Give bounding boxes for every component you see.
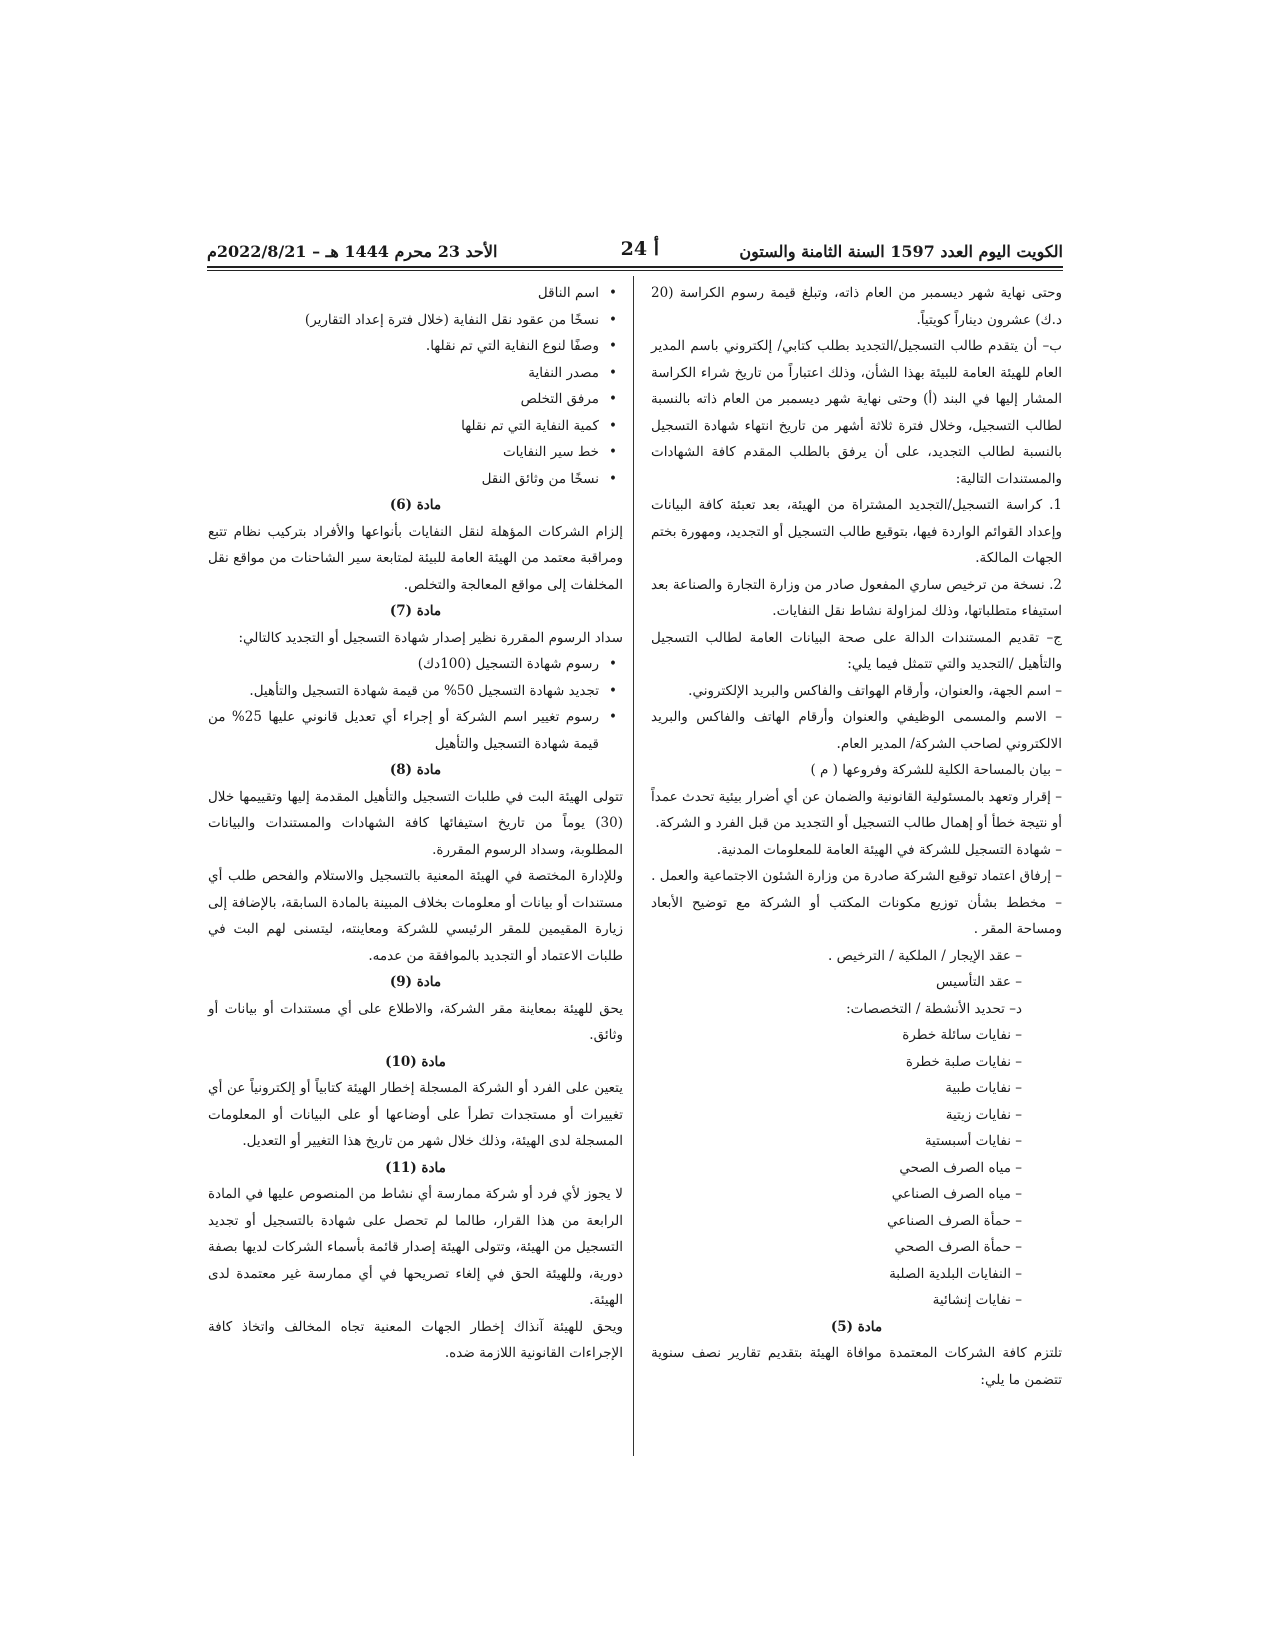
list-item: – نفايات سائلة خطرة [902,1027,1022,1043]
bullet-item: • كمية النفاية التي تم نقلها [208,413,623,440]
paragraph: تلتزم كافة الشركات المعتمدة موافاة الهيئة بتقديم تقارير نصف سنوية تتضمن ما يلي: [651,1345,1062,1388]
paragraph: وللإدارة المختصة في الهيئة المعنية بالتسجيل والاستلام والفحص طلب أي مستندات أو بيانات أو معلومات بخلاف المبينة بالمادة السابقة، بالإضافة إلى زيارة المقيمين للمقر الرئيسي للشركة ومعاينته، ليتسنى لهم البت في طلبات الاعتماد أو التجديد بالموافقة من عدمه. [208,868,623,964]
bullet-item: • وصفًا لنوع النفاية التي تم نقلها. [208,333,623,360]
list-item: – حمأة الصرف الصناعي [886,1212,1022,1229]
paragraph: سداد الرسوم المقررة نظير إصدار شهادة التسجيل أو التجديد كالتالي: [238,629,623,646]
page-number: أ 24 [620,238,659,260]
list-item: – مخطط بشأن توزيع مكونات المكتب أو الشركة مع توضيح الأبعاد ومساحة المقر . [651,894,1062,937]
gazette-issue-info: الكويت اليوم العدد 1597 السنة الثامنة والستون [739,242,1063,261]
paragraph: ج– تقديم المستندات الدالة على صحة البيانات العامة لطالب التسجيل والتأهيل /التجديد والتي تتمثل فيما يلي: [651,629,1062,672]
bullet-item: • نسخًا من عقود نقل النفاية (خلال فترة إعداد التقارير) [208,307,623,334]
list-item: – نفايات أسبستية [924,1133,1022,1149]
paragraph: يحق للهيئة بمعاينة مقر الشركة، والاطلاع على أي مستندات أو بيانات أو وثائق. [208,1000,623,1043]
issue-date: الأحد 23 محرم 1444 هـ – 2022/8/21م [207,242,498,261]
list-item: – نفايات صلبة خطرة [905,1053,1022,1070]
paragraph: 2. نسخة من ترخيص ساري المفعول صادر من وزارة التجارة والصناعة بعد استيفاء متطلباتها، وذلك لمزاولة نشاط نقل النفايات. [651,576,1062,619]
left-column [208,280,623,1367]
paragraph: تتولى الهيئة البت في طلبات التسجيل والتأهيل المقدمة إليها وتقييمها خلال (30) يوماً من تاريخ استيفائها كافة الشهادات والمستندات والبيانات المطلوبة، وسداد الرسوم المقررة. [208,788,623,858]
paragraph: يتعين على الفرد أو الشركة المسجلة إخطار الهيئة كتابياً أو إلكترونياً عن أي تغييرات أو مستجدات تطرأ على أوضاعها أو على البيانات أو المعلومات المسجلة لدى الهيئة، وذلك خلال شهر من تاريخ هذا التغيير أو التعديل. [208,1080,623,1149]
paragraph: ب– أن يتقدم طالب التسجيل/التجديد بطلب كتابي/ إلكتروني باسم المدير العام للهيئة العامة للبيئة بهذا الشأن، وذلك اعتباراً من تاريخ شراء الكراسة المشار إليها في البند (أ) وحتى نهاية شهر ديسمبر من العام ذاته بالنسبة لطالب التسجيل، وخلال فترة ثلاثة أشهر من تاريخ انتهاء شهادة التسجيل بالنسبة لطالب التجديد، على أن يرفق بالطلب المقدم كافة الشهادات والمستندات التالية: [651,338,1062,487]
list-item: – مياه الصرف الصناعي [891,1186,1022,1202]
article-heading: مادة (9) [389,974,442,990]
article-heading: مادة (6) [389,497,442,513]
paragraph: إلزام الشركات المؤهلة لنقل النفايات بأنواعها والأفراد بتركيب نظام تتبع ومراقبة معتمد من الهيئة العامة للبيئة لمتابعة سير الشاحنات من مواقع نقل المخلفات إلى مواقع المعالجة والتخلص. [208,523,623,593]
list-item: – مياه الصرف الصحي [899,1159,1022,1176]
list-item: – حمأة الصرف الصحي [894,1239,1022,1255]
bullet-item: • مصدر النفاية [208,360,623,387]
page-header [207,238,1063,266]
paragraph: 1. كراسة التسجيل/التجديد المشتراة من الهيئة، بعد تعبئة كافة البيانات وإعداد القوائم الواردة فيها، بتوقيع طالب التسجيل أو التجديد، ومهورة بختم الجهات المالكة. [651,497,1062,566]
bullet-item: • خط سير النفايات [208,439,623,466]
article-heading: مادة (7) [389,603,442,619]
column-divider [633,276,634,1456]
article-heading: مادة (11) [385,1159,446,1176]
list-item: – اسم الجهة، والعنوان، وأرقام الهواتف والفاكس والبريد الإلكتروني. [688,682,1062,699]
bullet-item: • مرفق التخلص [208,386,623,413]
paragraph: لا يجوز لأي فرد أو شركة ممارسة أي نشاط من المنصوص عليها في المادة الرابعة من هذا القرار، طالما لم تحصل على شهادة بالتسجيل أو تجديد التسجيل من الهيئة، وتتولى الهيئة إصدار قائمة بأسماء الشركات لديها بصفة دورية، وللهيئة الحق في إلغاء تصريحها في أي ممارسة غير معتمدة لدى الهيئة. [208,1186,623,1308]
bullet-item: • نسخًا من وثائق النقل [208,466,623,493]
paragraph: ويحق للهيئة آنذاك إخطار الجهات المعنية تجاه المخالف واتخاذ كافة الإجراءات القانونية اللازمة ضده. [208,1318,623,1361]
list-item: – نفايات إنشائية [932,1292,1022,1308]
list-item: – عقد الإيجار / الملكية / الترخيص . [828,947,1022,964]
list-item: – بيان بالمساحة الكلية للشركة وفروعها ( م ) [810,762,1062,778]
bullet-item: • اسم الناقل [208,280,623,307]
paragraph: وحتى نهاية شهر ديسمبر من العام ذاته، وتبلغ قيمة رسوم الكراسة (20 د.ك) عشرون ديناراً كويتياً. [651,285,1062,328]
header-rule [207,266,1063,268]
list-item: – شهادة التسجيل للشركة في الهيئة العامة للمعلومات المدنية. [716,841,1062,858]
list-item: – نفايات زيتية [945,1106,1022,1123]
section-label: د– تحديد الأنشطة / التخصصات: [846,1000,1022,1017]
list-item: – إقرار وتعهد بالمسئولية القانونية والضمان عن أي أضرار بيئية تحدث عمداً أو نتيجة خطأ أو إهمال طالب التسجيل أو التجديد من قبل الفرد و الشركة. [651,788,1062,831]
header-rule-thin [207,270,1063,271]
article-heading: مادة (5) [830,1318,883,1335]
bullet-item: • رسوم تغيير اسم الشركة أو إجراء أي تعديل قانوني عليها 25% من قيمة شهادة التسجيل والتأهيل [208,704,623,757]
right-column [651,280,1062,1393]
bullet-item: • تجديد شهادة التسجيل 50% من قيمة شهادة التسجيل والتأهيل. [208,678,623,705]
article-heading: مادة (8) [389,762,442,778]
list-item: – النفايات البلدية الصلبة [889,1265,1022,1282]
article-heading: مادة (10) [385,1053,446,1070]
list-item: – الاسم والمسمى الوظيفي والعنوان وأرقام الهاتف والفاكس والبريد الالكتروني لصاحب الشركة/ المدير العام. [651,709,1062,752]
bullet-item: • رسوم شهادة التسجيل (100دك) [208,651,623,678]
list-item: – نفايات طبية [945,1080,1022,1096]
list-item: – إرفاق اعتماد توقيع الشركة صادرة من وزارة الشئون الاجتماعية والعمل . [651,868,1062,884]
list-item: – عقد التأسيس [936,974,1022,990]
